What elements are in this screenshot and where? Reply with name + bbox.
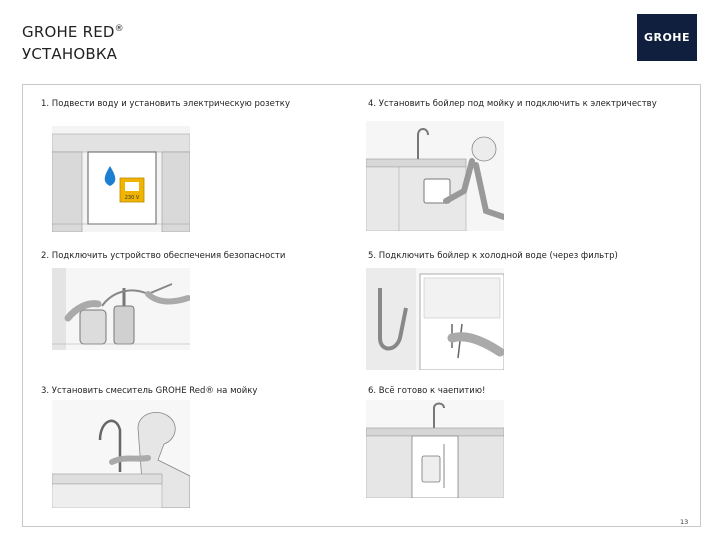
grohe-logo	[637, 14, 697, 61]
step-5-label: 5. Подключить бойлер к холодной воде (через фильтр)	[368, 251, 618, 261]
step-1-label: 1. Подвести воду и установить электрическую розетку	[41, 99, 290, 109]
title-line-2: УСТАНОВКА	[22, 45, 118, 63]
step-4-illustration	[366, 121, 504, 231]
step-2-illustration	[52, 268, 190, 350]
step-6-illustration	[366, 400, 504, 498]
step-2-label: 2. Подключить устройство обеспечения безопасности	[41, 251, 286, 261]
step-3-illustration	[52, 400, 190, 508]
step-5-illustration	[366, 268, 504, 370]
step-4-label: 4. Установить бойлер под мойку и подключить к электричеству	[368, 99, 657, 109]
title-line-1: GROHE RED	[22, 23, 115, 41]
logo-text: GROHE	[643, 31, 691, 44]
step-1-illustration	[52, 126, 190, 232]
registered-mark: ®	[114, 24, 124, 34]
step-3-label: 3. Установить смеситель GROHE Red® на мойку	[41, 386, 258, 396]
page-title	[22, 18, 124, 65]
step-6-label: 6. Всё готово к чаепитию!	[368, 386, 486, 396]
socket-label: 230 V	[124, 195, 140, 201]
page-number: 13	[680, 518, 689, 526]
